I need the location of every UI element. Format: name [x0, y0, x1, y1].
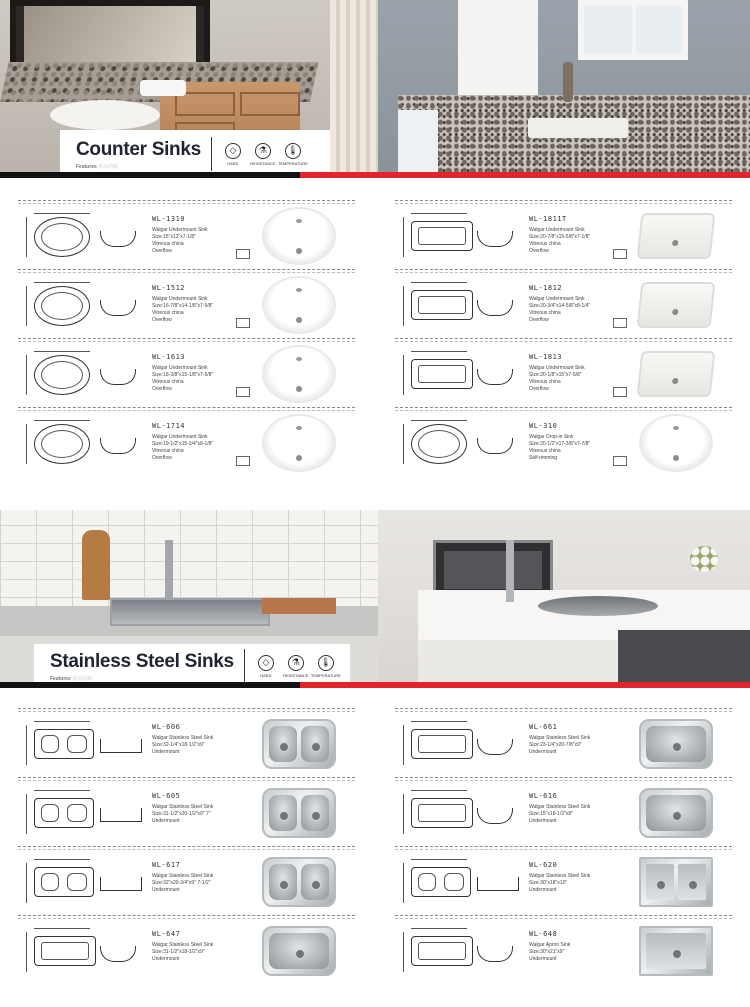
drawing-dim [34, 213, 90, 214]
product-item [395, 269, 732, 338]
sink-bowl [678, 864, 706, 900]
drawing-dim [34, 721, 90, 722]
product-info [152, 215, 242, 255]
dimension-drawing [20, 213, 138, 263]
steel-sink [639, 926, 713, 976]
description-line: Walgar Undermount Sink [529, 227, 585, 233]
dimension-drawing [20, 282, 138, 332]
steel-sink [262, 926, 336, 976]
description-line: Size:19-1/2"x15-3/4"x8-1/8" [152, 441, 214, 447]
description-line: Walgar Stainless Steel Sink [152, 735, 214, 741]
sink-bowl [301, 726, 329, 762]
sink-bowl [269, 795, 297, 831]
product-code: WL-616 [529, 792, 558, 800]
drawing-dimv [403, 217, 404, 257]
product-description [152, 296, 242, 324]
drain-icon [296, 248, 302, 254]
description-line: Walgar Undermount Sink [152, 227, 208, 233]
certification-mark-icon [613, 456, 627, 466]
product-code: WL-1811T [529, 215, 567, 223]
overflow-icon [296, 426, 302, 430]
product-photo [260, 207, 338, 265]
product-code: WL-1714 [152, 422, 186, 430]
section-title: Counter Sinks [76, 138, 201, 160]
product-info [152, 284, 242, 324]
product-description [529, 227, 619, 255]
drawing-side [477, 300, 513, 316]
product-code: WL-1512 [152, 284, 186, 292]
dimension-drawing [397, 859, 515, 909]
dimension-drawing [20, 420, 138, 470]
dimension-drawing [397, 213, 515, 263]
product-item [18, 338, 355, 407]
drawing-dim [411, 859, 467, 860]
dimension-drawing [397, 928, 515, 978]
drawing-plan [411, 359, 473, 389]
certification-mark-icon [613, 387, 627, 397]
product-photo [637, 853, 715, 911]
sink-bowl [301, 864, 329, 900]
product-photo [637, 414, 715, 472]
counter-sinks-header [60, 130, 330, 178]
drawing-plan [411, 290, 473, 320]
product-description [152, 365, 242, 393]
description-line: Overflow [529, 386, 549, 392]
drawing-plan [411, 867, 471, 897]
product-description [152, 735, 242, 756]
product-code: WL-1310 [152, 215, 186, 223]
product-description [529, 735, 619, 756]
drawing-side [477, 369, 513, 385]
product-item [18, 777, 355, 846]
drain-icon [672, 378, 679, 384]
description-line: Size:15"x18-1/2"x8" [529, 811, 573, 817]
product-photo [260, 784, 338, 842]
drawing-dim [34, 859, 90, 860]
product-info [529, 723, 619, 756]
drain-icon [296, 317, 302, 323]
oval-sink [264, 347, 334, 401]
product-info [152, 861, 242, 894]
description-line: Size:20-1/2"x17-3/8"x7-7/8" [529, 441, 591, 447]
product-code: WL-605 [152, 792, 181, 800]
dimension-drawing [397, 420, 515, 470]
product-info [529, 422, 619, 462]
product-description [529, 365, 619, 393]
drawing-dimv [403, 355, 404, 395]
product-photo [260, 276, 338, 334]
description-line: Walgar Undermount Sink [152, 434, 208, 440]
rectangular-sink [637, 351, 716, 397]
resistance-icon: ⚗ [288, 655, 304, 671]
description-line: Walgar Undermount Sink [529, 365, 585, 371]
description-line: Overflow [529, 317, 549, 323]
product-item [395, 915, 732, 984]
sink-bowl [269, 933, 329, 969]
dimension-drawing [397, 721, 515, 771]
product-description [152, 942, 242, 963]
sink-bowl [301, 795, 329, 831]
drawing-dim [411, 282, 467, 283]
product-code: WL-620 [529, 861, 558, 869]
drawing-plan [34, 424, 90, 464]
drawing-plan [34, 217, 90, 257]
description-line: Self-rimming [529, 455, 558, 461]
dimension-drawing [397, 790, 515, 840]
product-description [152, 873, 242, 894]
drawing-dim [34, 790, 90, 791]
drain-icon [296, 386, 302, 392]
drawing-plan [34, 729, 94, 759]
description-line: Walgar Stainless Steel Sink [529, 873, 591, 879]
description-line: Walgar Stainless Steel Sink [152, 804, 214, 810]
description-line: Size:18-3/8"x15-1/8"x7-5/8" [152, 372, 214, 378]
steel-sink [262, 788, 336, 838]
counter-sinks-grid [18, 200, 732, 476]
product-code: WL-310 [529, 422, 558, 430]
certification-mark-icon [613, 249, 627, 259]
temperature-icon: 🌡 [318, 655, 334, 671]
dimension-drawing [397, 282, 515, 332]
product-photo [637, 922, 715, 980]
drawing-dimv [403, 286, 404, 326]
description-line: Vitreous china [152, 310, 184, 316]
bathroom-photo-2 [378, 0, 750, 178]
description-line: Walgar Undermount Sink [529, 296, 585, 302]
description-line: Size:32"x20-3/4"x9" 7-1/2" [152, 880, 211, 886]
sink-bowl [269, 726, 297, 762]
description-line: Overflow [529, 248, 549, 254]
description-line: Walgar Drop-in Sink [529, 434, 574, 440]
description-line: Undermount [152, 818, 180, 824]
description-line: Size:32-1/4"x18-1/2"x9" [152, 742, 205, 748]
product-photo [637, 207, 715, 265]
overflow-icon [296, 288, 302, 292]
product-item [18, 915, 355, 984]
oval-sink [641, 416, 711, 470]
dimension-drawing [397, 351, 515, 401]
drawing-side [477, 808, 513, 824]
red-divider [0, 172, 750, 178]
description-line: Walgar Stainless Steel Sink [529, 735, 591, 741]
drawing-dim [34, 282, 90, 283]
product-info [529, 284, 619, 324]
overflow-icon [296, 357, 302, 361]
description-line: Vitreous china [152, 379, 184, 385]
product-photo [260, 414, 338, 472]
product-description [529, 804, 619, 825]
description-line: Walgar Stainless Steel Sink [529, 804, 591, 810]
drawing-dimv [26, 217, 27, 257]
drawing-dim [411, 928, 467, 929]
description-line: Vitreous china [529, 379, 561, 385]
product-info [152, 930, 242, 963]
description-line: Overflow [152, 248, 172, 254]
drawing-dimv [26, 424, 27, 464]
description-line: Undermount [529, 887, 557, 893]
drawing-plan [34, 286, 90, 326]
description-line: Walgar Undermount Sink [152, 365, 208, 371]
description-line: Walgar Stainless Steel Sink [152, 942, 214, 948]
product-item [395, 777, 732, 846]
product-photo [260, 715, 338, 773]
description-line: Vitreous china [152, 448, 184, 454]
overflow-icon [673, 426, 679, 430]
steel-sink [639, 857, 713, 907]
steel-sink [262, 719, 336, 769]
drawing-side [100, 739, 142, 753]
kitchen-photo-2 [378, 510, 750, 688]
product-item [18, 708, 355, 777]
features-label: Features 產品特點 [50, 675, 93, 682]
certification-mark-icon [236, 318, 250, 328]
drawing-side [100, 231, 136, 247]
description-line: Overflow [152, 386, 172, 392]
drawing-dimv [26, 355, 27, 395]
product-item [395, 200, 732, 269]
drawing-dim [411, 351, 467, 352]
product-info [529, 792, 619, 825]
description-line: Undermount [529, 818, 557, 824]
description-line: Size:31-1/2"x20-1/2"x9" 7" [152, 811, 211, 817]
drawing-dim [411, 790, 467, 791]
product-code: WL-1813 [529, 353, 563, 361]
description-line: Undermount [529, 749, 557, 755]
product-info [529, 930, 619, 963]
sink-bowl [269, 864, 297, 900]
product-item [395, 846, 732, 915]
product-code: WL-648 [529, 930, 558, 938]
product-info [152, 422, 242, 462]
description-line: Size:20-3/4"x14-5/8"x8-1/4" [529, 303, 591, 309]
steel-sink [262, 857, 336, 907]
description-line: Size:20-7/8"x15-5/8"x7-1/8" [529, 234, 591, 240]
certification-mark-icon [236, 249, 250, 259]
product-info [529, 353, 619, 393]
drawing-dimv [403, 863, 404, 903]
product-photo [637, 276, 715, 334]
drawing-plan [34, 355, 90, 395]
drawing-dim [411, 420, 467, 421]
dimension-drawing [20, 928, 138, 978]
product-item [395, 338, 732, 407]
drawing-plan [411, 936, 473, 966]
drawing-plan [411, 798, 473, 828]
drawing-dim [34, 351, 90, 352]
sink-bowl [646, 864, 674, 900]
description-line: Vitreous china [529, 448, 561, 454]
dimension-drawing [20, 351, 138, 401]
sink-bowl [646, 795, 706, 831]
steel-sink [639, 719, 713, 769]
product-info [152, 792, 242, 825]
feature-icons: ◇ HARD ⚗ RESISTANCE 🌡 TEMPERATURE [222, 143, 304, 166]
drawing-dimv [26, 932, 27, 972]
product-description [529, 942, 619, 963]
product-code: WL-617 [152, 861, 181, 869]
drain-icon [672, 309, 679, 315]
description-line: Size:15"x12"x7-1/8" [152, 234, 196, 240]
description-line: Size:16-7/8"x14-1/8"x7-5/8" [152, 303, 214, 309]
product-info [152, 723, 242, 756]
overflow-icon [296, 219, 302, 223]
feature-icons: ◇ HARD ⚗ RESISTANCE 🌡 TEMPERATURE [255, 655, 337, 678]
product-photo [260, 922, 338, 980]
drawing-dimv [403, 424, 404, 464]
product-code: WL-606 [152, 723, 181, 731]
description-line: Size:30"x18"x10" [529, 880, 568, 886]
dimension-drawing [20, 790, 138, 840]
features-label: Features 產品特點 [76, 163, 119, 170]
description-line: Vitreous china [529, 310, 561, 316]
drawing-plan [411, 221, 473, 251]
oval-sink [264, 209, 334, 263]
drawing-side [100, 946, 136, 962]
drawing-side [477, 231, 513, 247]
rectangular-sink [637, 213, 716, 259]
drain-icon [296, 455, 302, 461]
drawing-dimv [403, 932, 404, 972]
drawing-side [100, 808, 142, 822]
product-photo [637, 784, 715, 842]
certification-mark-icon [236, 387, 250, 397]
certification-mark-icon [613, 318, 627, 328]
description-line: Undermount [152, 749, 180, 755]
description-line: Size:20-1/8"x15"x7-5/8" [529, 372, 582, 378]
drawing-dim [34, 928, 90, 929]
sink-bowl [646, 933, 706, 969]
red-divider [0, 682, 750, 688]
product-code: WL-647 [152, 930, 181, 938]
steel-sinks-grid [18, 708, 732, 984]
product-item [18, 846, 355, 915]
certification-mark-icon [236, 456, 250, 466]
description-line: Undermount [152, 887, 180, 893]
drawing-plan [34, 798, 94, 828]
drawing-side [100, 438, 136, 454]
product-description [152, 804, 242, 825]
product-info [152, 353, 242, 393]
description-line: Overflow [152, 317, 172, 323]
product-item [395, 708, 732, 777]
temperature-icon: 🌡 [285, 143, 301, 159]
drawing-side [477, 946, 513, 962]
description-line: Walgar Undermount Sink [152, 296, 208, 302]
drain-icon [672, 240, 679, 246]
drain-icon [673, 455, 679, 461]
sink-bowl [646, 726, 706, 762]
description-line: Walgar Apron Sink [529, 942, 571, 948]
description-line: Size:23-1/4"x20-7/8"x9" [529, 742, 582, 748]
dimension-drawing [20, 721, 138, 771]
rectangular-sink [637, 282, 716, 328]
section-title: Stainless Steel Sinks [50, 650, 234, 672]
oval-sink [264, 416, 334, 470]
product-description [529, 434, 619, 462]
drawing-side [100, 369, 136, 385]
product-description [152, 227, 242, 255]
drawing-dimv [26, 725, 27, 765]
description-line: Undermount [529, 956, 557, 962]
diamond-icon: ◇ [258, 655, 274, 671]
drawing-plan [411, 729, 473, 759]
product-item [395, 407, 732, 476]
product-photo [260, 345, 338, 403]
product-photo [260, 853, 338, 911]
product-description [152, 434, 242, 462]
drawing-dimv [26, 286, 27, 326]
drawing-dimv [403, 725, 404, 765]
drawing-plan [34, 867, 94, 897]
dimension-drawing [20, 859, 138, 909]
drawing-side [477, 438, 513, 454]
diamond-icon: ◇ [225, 143, 241, 159]
description-line: Overflow [152, 455, 172, 461]
description-line: Walgar Stainless Steel Sink [152, 873, 214, 879]
drawing-plan [411, 424, 467, 464]
drawing-side [100, 300, 136, 316]
drawing-dim [411, 213, 467, 214]
product-info [529, 861, 619, 894]
product-description [529, 873, 619, 894]
description-line: Vitreous china [152, 241, 184, 247]
oval-sink [264, 278, 334, 332]
drawing-dim [34, 420, 90, 421]
drawing-dim [411, 721, 467, 722]
product-photo [637, 715, 715, 773]
steel-sink [639, 788, 713, 838]
description-line: Undermount [152, 956, 180, 962]
description-line: Size:30"x21"x9" [529, 949, 565, 955]
product-item [18, 200, 355, 269]
product-item [18, 269, 355, 338]
product-code: WL-1613 [152, 353, 186, 361]
drawing-plan [34, 936, 96, 966]
drawing-dimv [403, 794, 404, 834]
drawing-side [477, 739, 513, 755]
product-code: WL-1812 [529, 284, 563, 292]
product-item [18, 407, 355, 476]
drawing-side [477, 877, 519, 891]
drawing-dimv [26, 794, 27, 834]
product-description [529, 296, 619, 324]
drawing-side [100, 877, 142, 891]
drawing-dimv [26, 863, 27, 903]
product-info [529, 215, 619, 255]
product-code: WL-661 [529, 723, 558, 731]
description-line: Vitreous china [529, 241, 561, 247]
resistance-icon: ⚗ [255, 143, 271, 159]
description-line: Size:31-1/2"x18-1/2"x9" [152, 949, 205, 955]
product-photo [637, 345, 715, 403]
